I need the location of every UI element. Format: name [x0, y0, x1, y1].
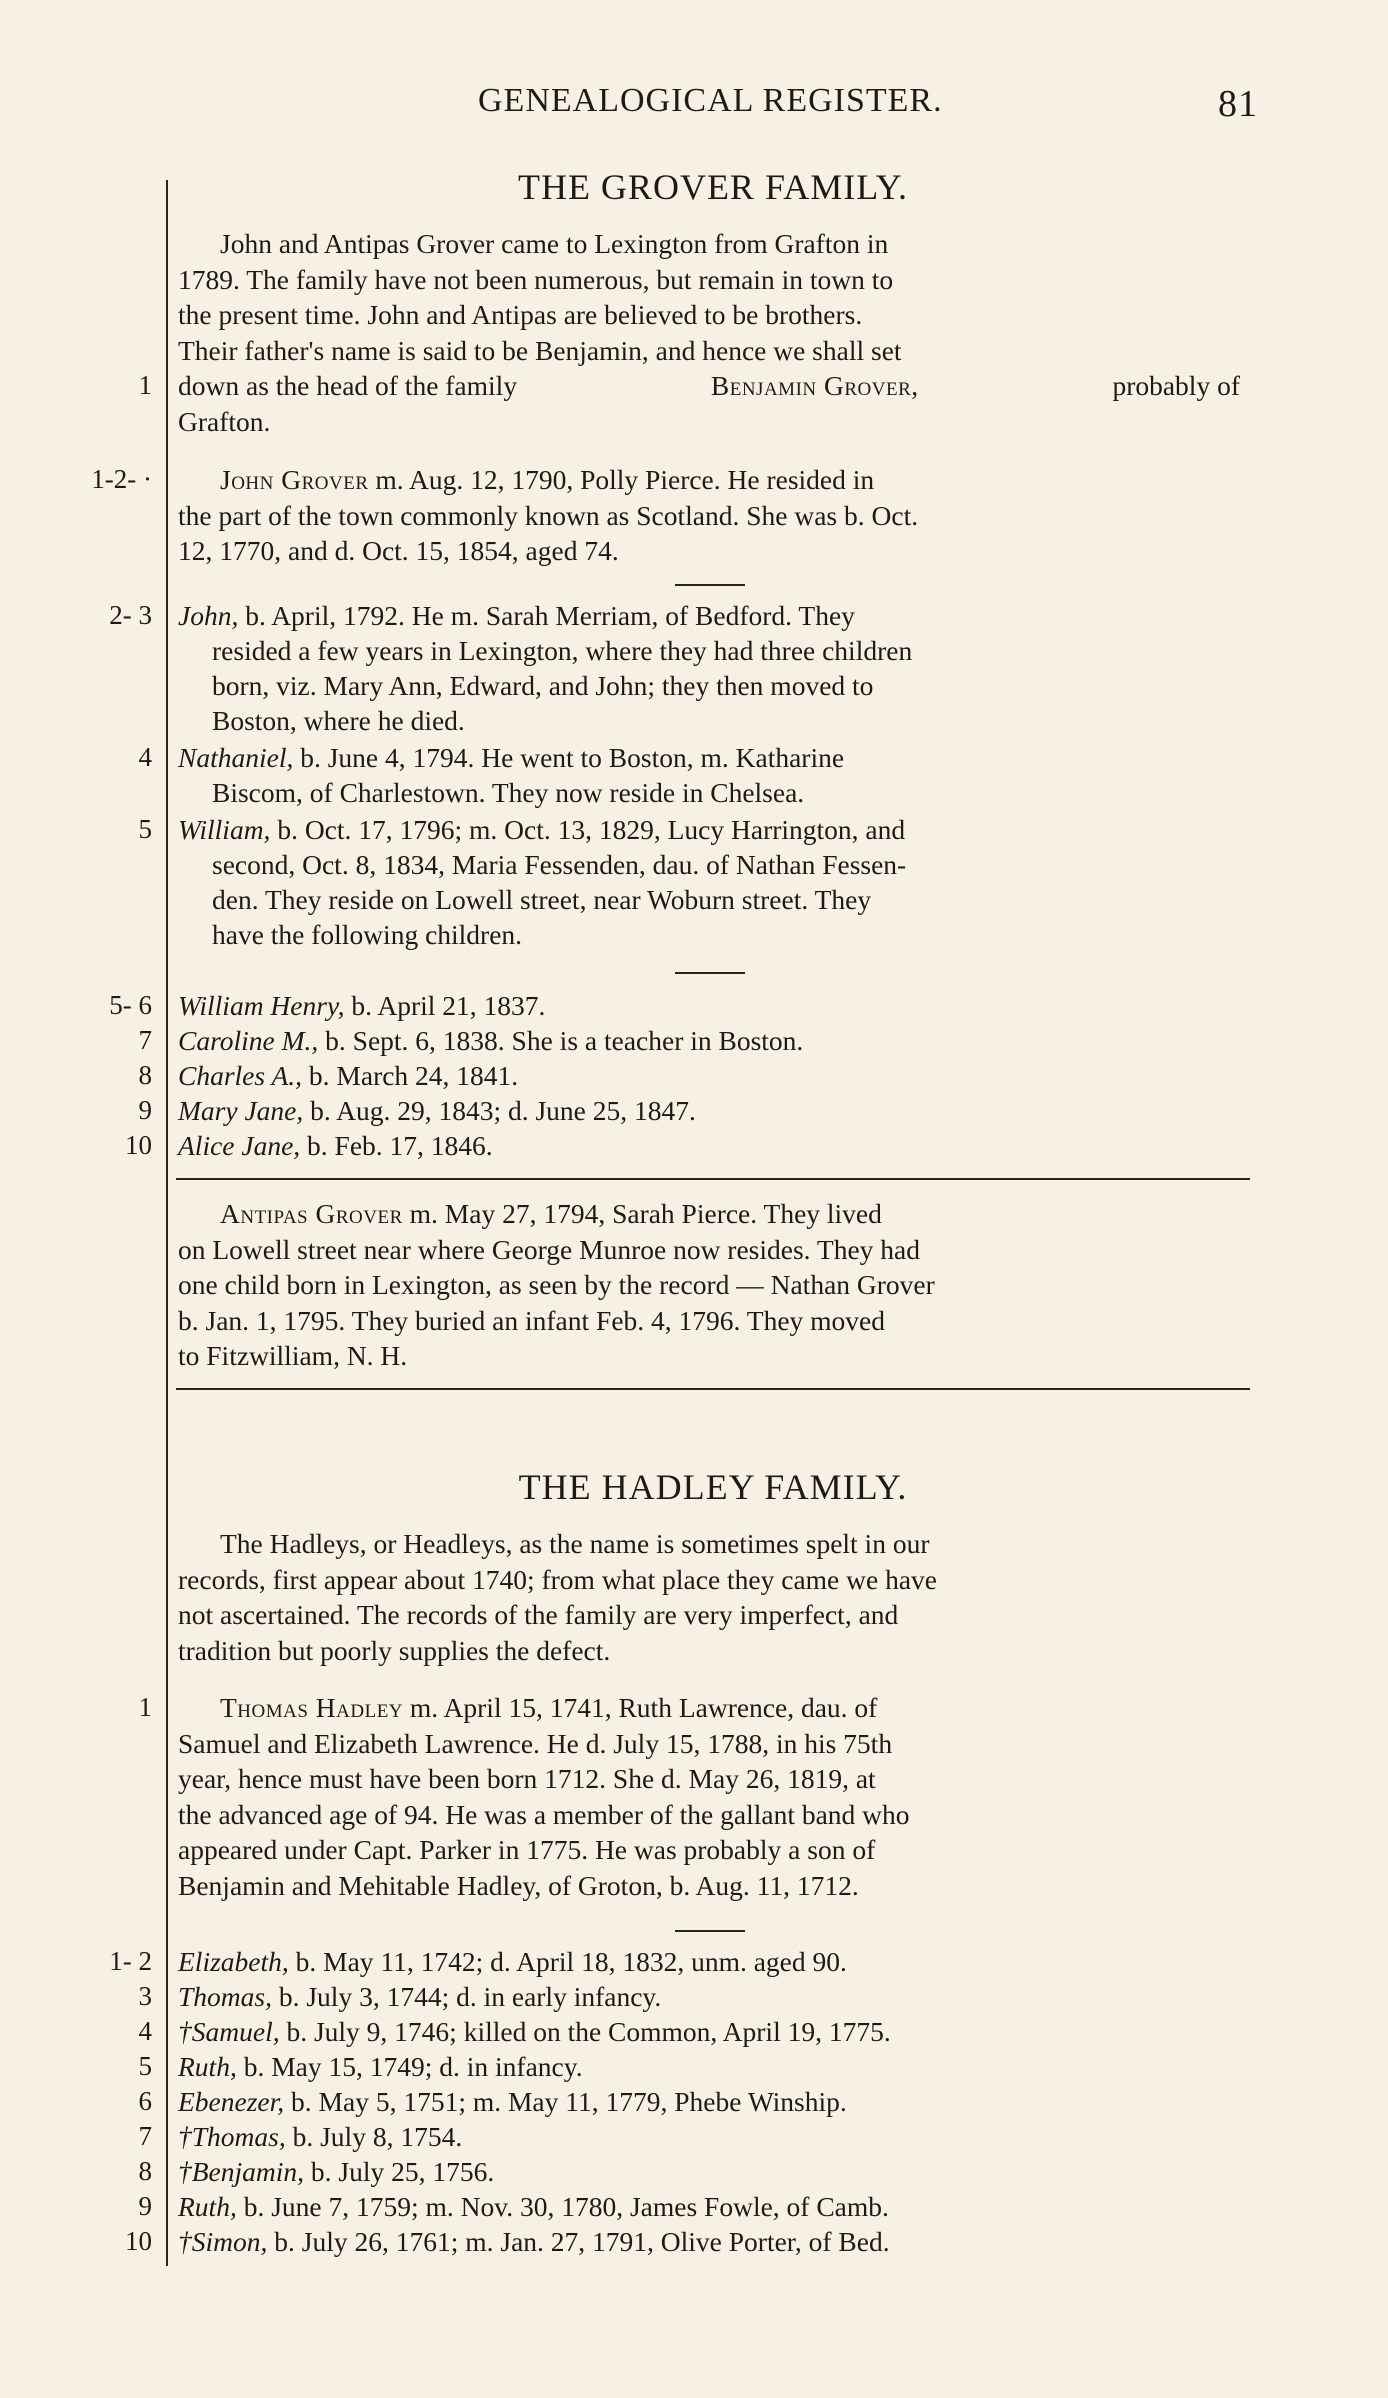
list-item-cont: den. They reside on Lowell street, near Woburn street. They [212, 884, 872, 915]
child-name: †Thomas, [178, 2121, 286, 2152]
list-item: †Simon, b. July 26, 1761; m. Jan. 27, 1791, Olive Porter, of Bed. [178, 2226, 890, 2257]
list-item: Elizabeth, b. May 11, 1742; d. April 18, 1832, unm. aged 90. [178, 1946, 847, 1977]
margin-number: 5- 6 [109, 990, 152, 1020]
margin-number: 7 [138, 1025, 152, 1055]
intro-line: tradition but poorly supplies the defect. [178, 1634, 611, 1666]
list-item: Ruth, b. June 7, 1759; m. Nov. 30, 1780, James Fowle, of Camb. [178, 2191, 889, 2222]
child-name: William, [178, 814, 271, 845]
entry-text: on Lowell street near where George Munroe now resides. They had [178, 1233, 921, 1265]
grover-section-title: THE GROVER FAMILY. [517, 167, 909, 207]
entry-text: b. Jan. 1, 1795. They buried an infant Feb. 4, 1796. They moved [178, 1304, 885, 1336]
list-item: Mary Jane, b. Aug. 29, 1843; d. June 25, 1847. [178, 1095, 696, 1126]
margin-rule [166, 180, 168, 2266]
margin-number: 8 [138, 1060, 152, 1090]
entry-text: one child born in Lexington, as seen by the record — Nathan Grover [178, 1269, 935, 1300]
list-item: Caroline M., b. Sept. 6, 1838. She is a teacher in Boston. [178, 1025, 804, 1056]
intro-line: the present time. John and Antipas are believed to be brothers. [178, 299, 863, 330]
margin-number: 10 [125, 2226, 152, 2256]
child-name: Elizabeth, [178, 1946, 289, 1977]
list-item-cont: have the following children. [212, 919, 523, 950]
margin-number: 9 [138, 2191, 152, 2221]
child-name: Nathaniel, [178, 742, 294, 773]
child-name: Charles A., [178, 1060, 303, 1091]
entry-text: to Fitzwilliam, N. H. [178, 1340, 408, 1371]
thomas-hadley-entry: Thomas Hadley m. April 15, 1741, Ruth Lawrence, dau. of Samuel and Elizabeth Lawrence. He d. July 15, 1788, in his 75th year, hence must have been born 1712. She d. May 26, 1819, at the advanced age of 94. He was a member of the gallant band who appeared under Capt. Parker in 1775. He was probably a son of Benjamin and Mehitable Hadley, of Groton, b. Aug. 11, 1712. [178, 1690, 1240, 1903]
margin-number: 1- 2 [109, 1946, 152, 1976]
child-name: Ebenezer, [178, 2086, 285, 2117]
entry-text: appeared under Capt. Parker in 1775. He was probably a son of [178, 1834, 876, 1865]
list-item-cont: second, Oct. 8, 1834, Maria Fessenden, dau. of Nathan Fessen- [212, 849, 907, 880]
margin-number: 1 [138, 1692, 152, 1722]
child-name: Ruth, [178, 2051, 237, 2082]
child-name: John, [178, 600, 239, 631]
child-name: William Henry, [178, 990, 345, 1021]
entry-text: the advanced age of 94. He was a member of the gallant band who [178, 1798, 910, 1830]
list-item: †Thomas, b. July 8, 1754. [178, 2121, 463, 2152]
margin-number: 3 [138, 1981, 152, 2011]
child-name: †Benjamin, [178, 2156, 305, 2187]
running-title: GENEALOGICAL REGISTER. [478, 82, 943, 119]
grover-intro [178, 226, 1240, 439]
margin-number: 9 [138, 1095, 152, 1125]
list-item: William, b. Oct. 17, 1796; m. Oct. 13, 1829, Lucy Harrington, and [178, 814, 906, 845]
person-name: Benjamin Grover, [710, 370, 919, 401]
list-item: William Henry, b. April 21, 1837. [178, 990, 546, 1021]
intro-line: Their father's name is said to be Benjamin, and hence we shall set [178, 334, 902, 366]
antipas-grover-entry: Antipas Grover m. May 27, 1794, Sarah Pierce. They lived on Lowell street near where George Munroe now resides. They had one child born in Lexington, as seen by the record — Nathan Grover b. Jan. 1, 1795. They buried an infant Feb. 4, 1796. They moved to Fitzwilliam, N. H. [178, 1196, 1240, 1374]
hadley-section-title: THE HADLEY FAMILY. [518, 1467, 908, 1507]
margin-number: 10 [125, 1130, 152, 1160]
list-item: †Benjamin, b. July 25, 1756. [178, 2156, 495, 2187]
entry-text: 12, 1770, and d. Oct. 15, 1854, aged 74. [178, 535, 619, 566]
list-item-cont: resided a few years in Lexington, where they had three children [212, 635, 913, 666]
intro-line: John and Antipas Grover came to Lexington from Grafton in [220, 228, 889, 259]
margin-number: 1-2- · [91, 464, 152, 494]
intro-line: Grafton. [178, 405, 271, 437]
list-item: Alice Jane, b. Feb. 17, 1846. [178, 1130, 493, 1161]
margin-number: 4 [138, 742, 152, 772]
list-item: Charles A., b. March 24, 1841. [178, 1060, 519, 1091]
section-divider [176, 1388, 1250, 1390]
child-name: Thomas, [178, 1981, 272, 2012]
list-item-cont: Biscom, of Charlestown. They now reside in Chelsea. [212, 777, 805, 808]
margin-number: 7 [138, 2121, 152, 2151]
page-number: 81 [1218, 83, 1258, 125]
person-name: Antipas Grover [220, 1198, 403, 1229]
entry-text: Samuel and Elizabeth Lawrence. He d. July 15, 1788, in his 75th [178, 1727, 893, 1759]
section-divider [675, 1930, 745, 1932]
running-head [478, 82, 1258, 125]
section-divider [176, 1178, 1250, 1180]
intro-line: not ascertained. The records of the family are very imperfect, and [178, 1599, 899, 1630]
child-name: Alice Jane, [178, 1130, 301, 1161]
margin-number: 2- 3 [109, 600, 152, 630]
person-name: Thomas Hadley [220, 1692, 404, 1723]
list-item: †Samuel, b. July 9, 1746; killed on the Common, April 19, 1775. [178, 2016, 891, 2047]
section-divider [675, 972, 745, 974]
margin-number: 5 [138, 814, 152, 844]
entry-text: year, hence must have been born 1712. She d. May 26, 1819, at [178, 1763, 876, 1794]
margin-number: 8 [138, 2156, 152, 2186]
list-item: John, b. April, 1792. He m. Sarah Merriam, of Bedford. They [178, 600, 855, 631]
entry-text: m. Aug. 12, 1790, Polly Pierce. He resided in [375, 464, 875, 495]
intro-line: down as the head of the family [178, 370, 518, 401]
list-item: Thomas, b. July 3, 1744; d. in early infancy. [178, 1981, 662, 2012]
margin-number: 5 [138, 2051, 152, 2081]
entry-text: Benjamin and Mehitable Hadley, of Groton, b. Aug. 11, 1712. [178, 1869, 859, 1901]
intro-line: 1789. The family have not been numerous, but remain in town to [178, 263, 894, 295]
person-name: John Grover [220, 464, 369, 495]
entry-text: the part of the town commonly known as Scotland. She was b. Oct. [178, 499, 919, 531]
child-name: †Samuel, [178, 2016, 280, 2047]
child-name: †Simon, [178, 2226, 268, 2257]
child-name: Ruth, [178, 2191, 237, 2222]
intro-line: records, first appear about 1740; from what place they came we have [178, 1563, 937, 1595]
child-name: Mary Jane, [178, 1095, 304, 1126]
margin-number: 1 [138, 370, 152, 400]
intro-line: The Hadleys, or Headleys, as the name is sometimes spelt in our [220, 1528, 930, 1559]
child-name: Caroline M., [178, 1025, 319, 1056]
margin-number: 4 [138, 2016, 152, 2046]
list-item-cont: Boston, where he died. [212, 705, 465, 736]
list-item: Ruth, b. May 15, 1749; d. in infancy. [178, 2051, 583, 2082]
intro-line: probably of [1112, 370, 1240, 401]
margin-number: 6 [138, 2086, 152, 2116]
hadley-intro [178, 1526, 1240, 1668]
list-item-cont: born, viz. Mary Ann, Edward, and John; they then moved to [212, 670, 874, 701]
section-divider [675, 584, 745, 586]
list-item: Nathaniel, b. June 4, 1794. He went to Boston, m. Katharine [178, 742, 845, 773]
list-item: Ebenezer, b. May 5, 1751; m. May 11, 1779, Phebe Winship. [178, 2086, 847, 2117]
john-grover-entry [178, 462, 1240, 569]
